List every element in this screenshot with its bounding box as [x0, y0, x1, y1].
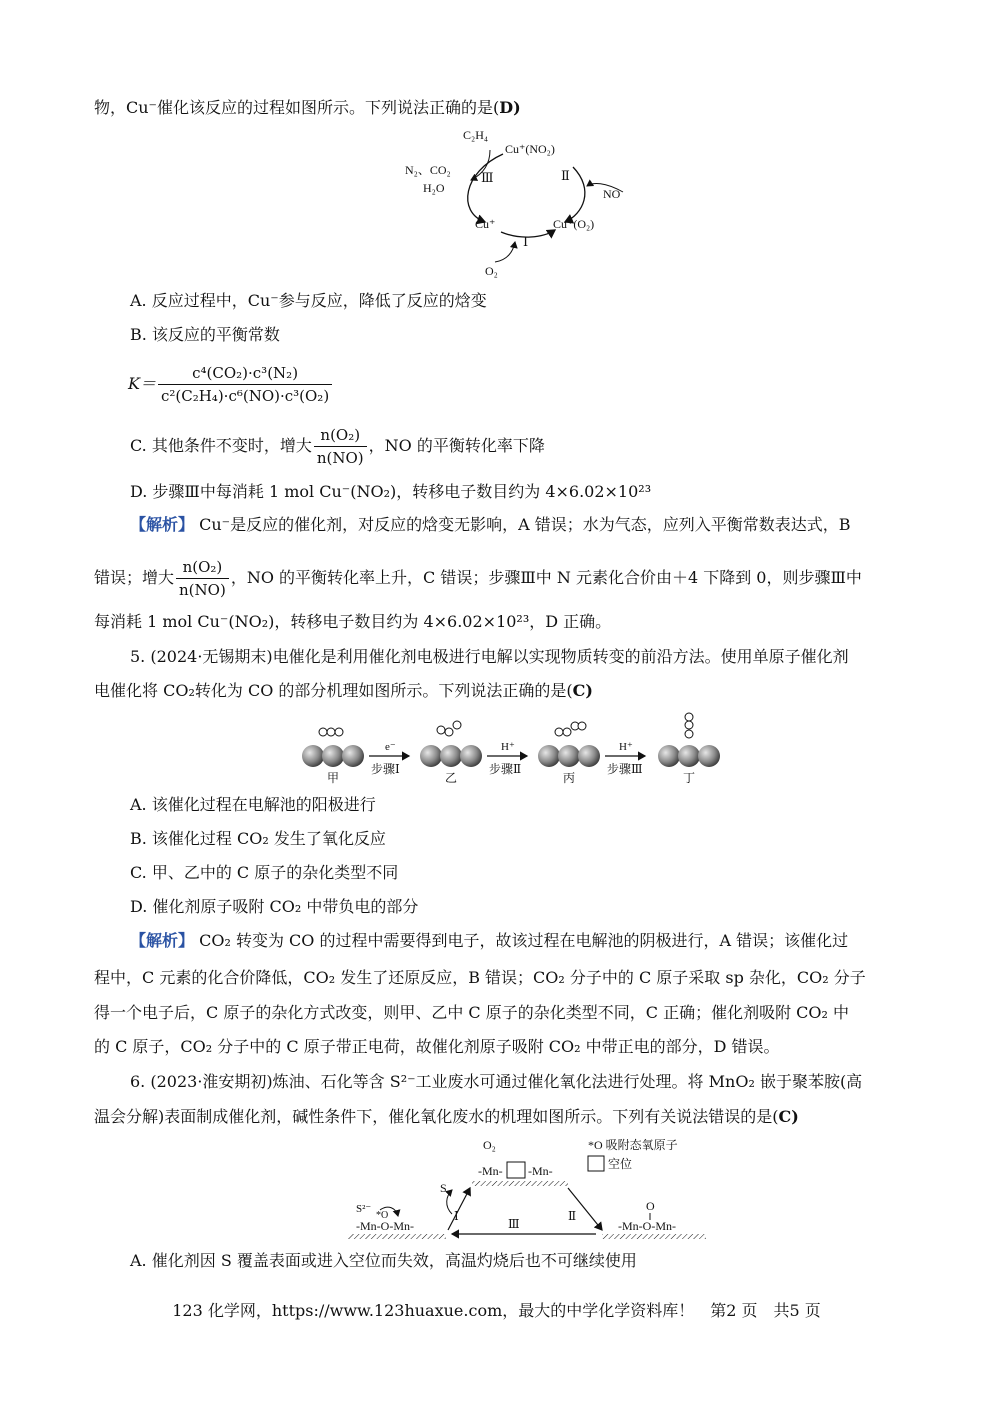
products-label-2: H₂O	[423, 181, 445, 195]
left-surface	[348, 1234, 446, 1239]
stage-yi	[420, 721, 482, 785]
step-3-arrow	[468, 154, 503, 222]
step-1-label: Ⅰ	[454, 1209, 459, 1223]
proton-reagent-1: H⁺	[501, 741, 515, 753]
cu-plus-label: Cu⁺	[475, 217, 496, 231]
explanation-tag: 【解析】	[130, 515, 195, 534]
mno2-catalysis-diagram	[340, 1134, 710, 1242]
question-5-stem-1: 5. (2024·无锡期末)电催化是利用催化剂电极进行电解以实现物质转变的前沿方法。使用单原子催化剂	[130, 647, 849, 666]
electron-reagent: e⁻	[385, 741, 396, 753]
proton-reagent-2: H⁺	[619, 741, 633, 753]
k-fraction: $\frac{\text{c⁴(CO₂)·c³(N₂)}}{\text{c²(C₂H₄)·c⁶(NO)·c³(O₂)}}$	[158, 362, 332, 407]
no-label: NO	[603, 187, 621, 201]
step-3-label: Ⅲ	[508, 1217, 520, 1231]
stage-yi-label: 乙	[445, 771, 458, 785]
q5-explanation-line-1: 【解析】 CO₂ 转变为 CO 的过程中需要得到电子，故该过程在电解池的阴极进行，A 错误；该催化过	[130, 931, 849, 950]
explanation-line-2: 错误；增大 $\frac{\text{n(O₂)}}{n(NO)}$ ，NO 的平衡转化率上升，C 错误；步骤Ⅲ中 N 元素化合价由＋4 下降到 0，则步骤Ⅲ中	[94, 558, 862, 599]
step-1-arrow	[448, 1188, 470, 1230]
o2-input-arrow	[495, 242, 515, 262]
q5-option-a: A. 该催化过程在电解池的阳极进行	[130, 795, 376, 814]
q5-explanation-line-2: 程中，C 元素的化合价降低，CO₂ 发生了还原反应，B 错误；CO₂ 分子中的 C 原子采取 sp 杂化，CO₂ 分子	[94, 968, 866, 987]
answer-letter: D	[499, 98, 514, 117]
sulfide-label: S²⁻	[356, 1203, 372, 1215]
o2-label: O₂	[483, 1138, 496, 1152]
step-2-label: 步骤Ⅱ	[489, 762, 522, 776]
page-footer: 123 化学网，https://www.123huaxue.com，最大的中学化学资料库！ 第2 页 共5 页	[172, 1301, 821, 1320]
stage-ding-label: 丁	[683, 771, 696, 785]
step-2-label: Ⅱ	[561, 168, 570, 183]
question-6-stem-2: 温会分解)表面制成催化剂，碱性条件下，催化氧化废水的机理如图所示。下列有关说法错误的是(C)	[94, 1107, 799, 1126]
q5-option-b: B. 该催化过程 CO₂ 发生了氧化反应	[130, 829, 386, 848]
step-1-label: Ⅰ	[523, 234, 529, 249]
stage-jia-label: 甲	[327, 771, 340, 785]
q5-explanation-line-3: 得一个电子后，C 原子的杂化方式改变，则甲、乙中 C 原子的杂化类型不同，C 正确；催化剂吸附 CO₂ 中	[94, 1003, 850, 1022]
o2-label: O₂	[485, 264, 498, 278]
question-5-stem-2: 电催化将 CO₂转化为 CO 的部分机理如图所示。下列说法正确的是(C)	[94, 681, 593, 700]
cu-no2-label: Cu⁺(NO₂)	[505, 142, 555, 156]
explanation-tag: 【解析】	[130, 931, 195, 950]
cu-o2-label: Cu⁺(O₂)	[553, 217, 595, 231]
q5-explanation-line-4: 的 C 原子，CO₂ 分子中的 C 原子带正电荷，故催化剂原子吸附 CO₂ 中带正电的部分，D 错误。	[94, 1037, 780, 1056]
right-oxygen-label: O	[646, 1199, 655, 1213]
stage-bing-label: 丙	[563, 771, 576, 785]
question-6-stem-1: 6. (2023·淮安期初)炼油、石化等含 S²⁻工业废水可通过催化氧化法进行处理。将 MnO₂ 嵌于聚苯胺(高	[130, 1072, 863, 1091]
step-3-label: Ⅲ	[481, 170, 494, 185]
step-1-label: 步骤Ⅰ	[371, 762, 400, 776]
question-4-stem-tail: 物，Cu⁻催化该反应的过程如图所示。下列说法正确的是(D)	[94, 98, 521, 117]
legend-adsorbed-oxygen: *O 吸附态氧原子	[588, 1138, 678, 1152]
q5-option-d: D. 催化剂原子吸附 CO₂ 中带负电的部分	[130, 897, 419, 916]
stage-jia	[302, 728, 364, 785]
top-surface	[472, 1181, 568, 1186]
step-2-label: Ⅱ	[568, 1209, 577, 1223]
right-surface	[602, 1234, 706, 1239]
equilibrium-constant-formula: K＝ $\frac{\text{c⁴(CO₂)·c³(N₂)}}{\text{c²(C₂H₄)·c⁶(NO)·c³(O₂)}}$	[128, 362, 334, 407]
co2-reduction-mechanism-diagram	[295, 712, 735, 788]
q5-option-c: C. 甲、乙中的 C 原子的杂化类型不同	[130, 863, 399, 882]
answer-letter: C	[778, 1107, 792, 1126]
step-3-label: 步骤Ⅲ	[607, 762, 643, 776]
stage-bing	[538, 722, 600, 785]
products-label-1: N₂、CO₂	[405, 163, 451, 177]
answer-letter: C	[572, 681, 586, 700]
sulfur-product-label: S	[440, 1181, 447, 1195]
right-chain: -Mn-O-Mn-	[618, 1219, 676, 1233]
catalytic-cycle-diagram	[395, 122, 635, 287]
vacancy-box	[507, 1162, 525, 1178]
explanation-line-1: 【解析】 Cu⁻是反应的催化剂，对反应的焓变无影响，A 错误；水为气态，应列入平衡常数表达式，B	[130, 515, 851, 534]
top-chain-right: -Mn-	[528, 1164, 553, 1178]
legend-vacancy-box	[588, 1156, 604, 1171]
legend-vacancy: 空位	[608, 1157, 633, 1171]
option-d: D. 步骤Ⅲ中每消耗 1 mol Cu⁻(NO₂)，转移电子数目约为 4×6.02×10²³	[130, 482, 652, 501]
q6-option-a: A. 催化剂因 S 覆盖表面或进入空位而失效，高温灼烧后也不可继续使用	[130, 1251, 637, 1270]
option-c: C. 其他条件不变时，增大 $\frac{\text{n(O₂)}}{n(NO)}$ ，NO 的平衡转化率下降	[130, 426, 545, 467]
option-a: A. 反应过程中，Cu⁻参与反应，降低了反应的焓变	[130, 291, 487, 310]
c2h4-label: C₂H₄	[463, 128, 489, 142]
left-chain: -Mn-O-Mn-	[356, 1219, 414, 1233]
explanation-line-3: 每消耗 1 mol Cu⁻(NO₂)，转移电子数目约为 4×6.02×10²³，D 正确。	[94, 612, 612, 631]
top-chain-left: -Mn-	[478, 1164, 503, 1178]
option-b: B. 该反应的平衡常数	[130, 325, 280, 344]
stage-ding	[658, 713, 720, 785]
adsorbed-o-label: *O	[376, 1210, 389, 1221]
